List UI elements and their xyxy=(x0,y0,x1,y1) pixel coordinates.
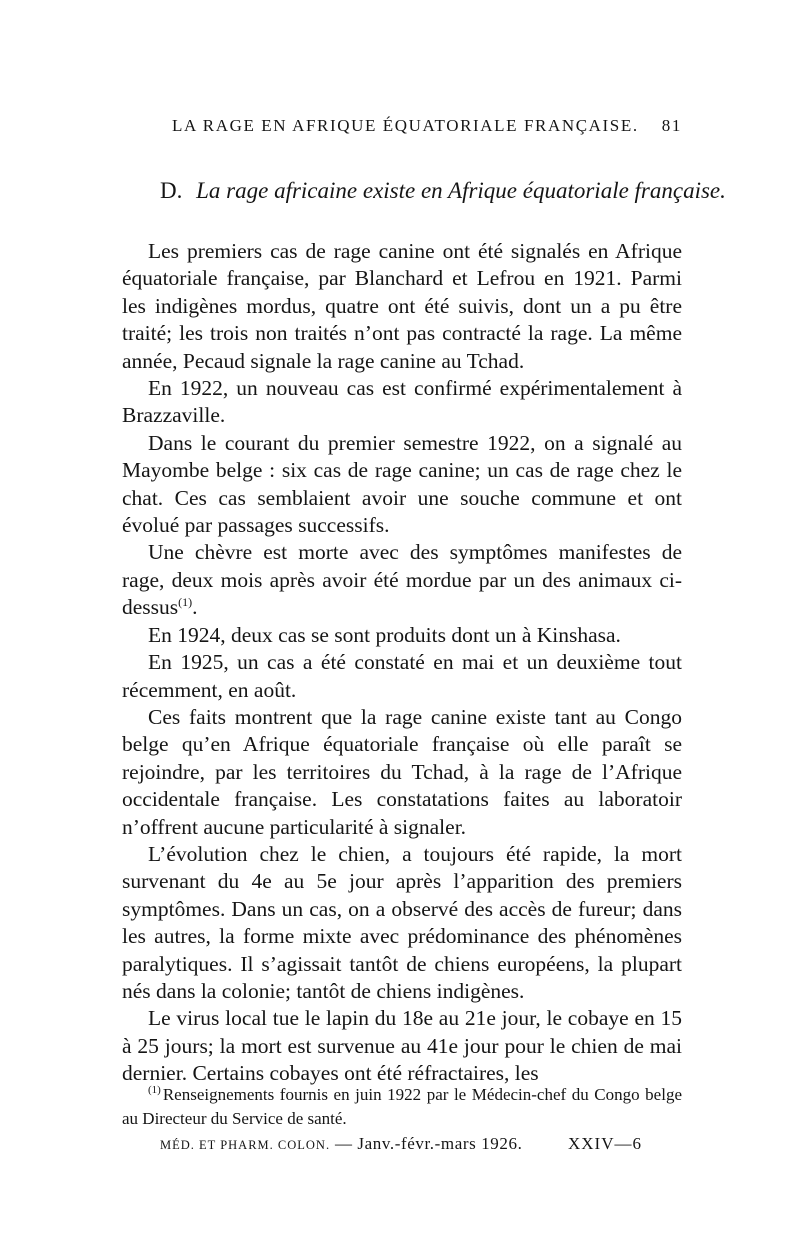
paragraph-text: Une chèvre est morte avec des symptômes manifestes de rage, deux mois après avoir été mordue par un des animaux ci-dessus xyxy=(122,540,682,620)
page-footer xyxy=(160,1134,642,1160)
paragraph: L’évolution chez le chien, a toujours été rapide, la mort survenant du 4e au 5e jour après l’apparition des premiers symptômes. Dans un cas, on a observé des accès de fureur; dans les autres, la forme mixte avec prédominance des phénomènes paralytiques. Il s’agissait tantôt de chiens européens, la plupart nés dans la colonie; tantôt de chiens indigènes. xyxy=(122,841,682,1003)
page-number: 81 xyxy=(661,116,682,135)
volume-signature: XXIV—6 xyxy=(568,1134,642,1153)
paragraph: Dans le courant du premier semestre 1922, on a signalé au Mayombe belge : six cas de rage canine; un cas de rage chez le chat. Ces cas semblaient avoir une souche commune et ont évolué par passages successifs. xyxy=(122,430,682,538)
paragraph-with-footnote-ref xyxy=(122,539,682,621)
running-head xyxy=(122,116,682,142)
paragraph: Ces faits montrent que la rage canine existe tant au Congo belge qu’en Afrique équatoriale française où elle paraît se rejoindre, par les territoires du Tchad, à la rage de l’Afrique occidentale française. Les constatations faites au laboratoir n’offrent aucune particularité à signaler. xyxy=(122,704,682,839)
paragraph: Les premiers cas de rage canine ont été signalés en Afrique équatoriale française, par Blanchard et Lefrou en 1921. Parmi les indigènes mordus, quatre ont été suivis, dont un a pu être traité; les trois non traités n’ont pas contracté la rage. La même année, Pecaud signale la rage canine au Tchad. xyxy=(122,239,682,373)
footnote-mark: (1) xyxy=(148,1084,161,1097)
journal-issue: — Janv.-févr.-mars 1926. xyxy=(334,1134,523,1153)
journal-abbrev: MÉD. ET PHARM. COLON. xyxy=(160,1138,331,1152)
paragraph: Le virus local tue le lapin du 18e au 21e jour, le cobaye en 15 à 25 jours; la mort est survenue au 41e jour pour le chien de mai dernier. Certains cobayes ont été réfractaires, les xyxy=(122,1006,682,1086)
paragraph: En 1925, un cas a été constaté en mai et un deuxième tout récemment, en août. xyxy=(122,650,682,702)
paragraph-end: . xyxy=(192,595,198,620)
footnote xyxy=(122,1083,682,1131)
running-head-title: LA RAGE EN AFRIQUE ÉQUATORIALE FRANÇAISE. xyxy=(172,116,639,135)
paragraph: En 1924, deux cas se sont produits dont un à Kinshasa. xyxy=(148,622,621,647)
section-letter: D. xyxy=(160,178,183,203)
body-text xyxy=(122,238,682,1088)
journal-citation xyxy=(160,1134,522,1154)
section-heading xyxy=(160,178,726,204)
footnote-reference: (1) xyxy=(178,595,193,610)
footnote-text: Renseignements fournis en juin 1922 par le Médecin-chef du Congo belge au Directeur du Service de santé. xyxy=(122,1085,682,1128)
paragraph: En 1922, un nouveau cas est confirmé expérimentalement à Brazzaville. xyxy=(122,376,682,428)
section-title: La rage africaine existe en Afrique équatoriale française. xyxy=(196,178,726,203)
